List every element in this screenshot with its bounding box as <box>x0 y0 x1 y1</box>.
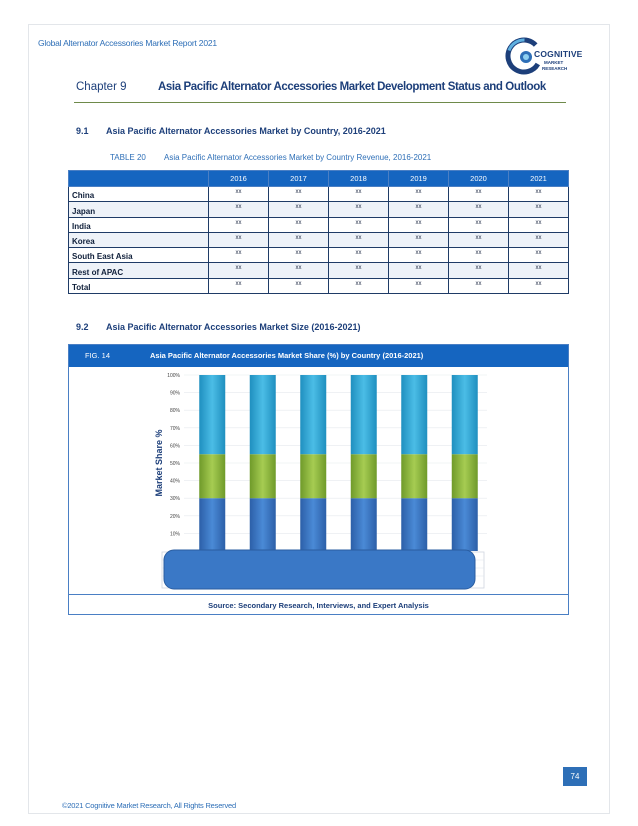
table-cell: xx <box>269 202 329 217</box>
table-cell: xx <box>509 248 569 263</box>
chapter-title: Asia Pacific Alternator Accessories Market Development Status and Outlook <box>158 81 546 93</box>
section-number: 9.1 <box>76 126 89 136</box>
revenue-table <box>68 170 569 294</box>
table-cell: xx <box>329 263 389 278</box>
table-row <box>69 248 569 263</box>
chart-y-tick-label: 100% <box>167 373 180 379</box>
table-header-cell: 2018 <box>329 171 389 187</box>
table-cell: xx <box>269 263 329 278</box>
table-cell: xx <box>329 278 389 293</box>
chart-bar-segment <box>300 375 326 454</box>
table-cell: xx <box>389 263 449 278</box>
market-share-chart <box>72 367 492 593</box>
table-cell: xx <box>389 217 449 232</box>
table-cell: xx <box>449 187 509 202</box>
table-header-cell: 2016 <box>209 171 269 187</box>
chart-bar-segment <box>199 454 225 498</box>
table-cell: xx <box>449 248 509 263</box>
table-cell: xx <box>389 187 449 202</box>
table-cell: xx <box>209 278 269 293</box>
table-caption-label: TABLE 20 <box>110 153 146 162</box>
chart-y-tick-label: 60% <box>169 443 180 450</box>
table-cell: xx <box>449 263 509 278</box>
figure-header <box>69 345 568 367</box>
table-cell: xx <box>329 187 389 202</box>
table-cell: xx <box>269 248 329 263</box>
table-row-country: Total <box>69 278 209 293</box>
table-cell: xx <box>509 217 569 232</box>
table-cell: xx <box>329 217 389 232</box>
chapter-heading <box>76 81 566 101</box>
chart-bar-segment <box>351 375 377 454</box>
table-cell: xx <box>209 202 269 217</box>
chart-y-tick-label: 30% <box>169 496 180 503</box>
chart-y-tick-label: 20% <box>169 513 180 520</box>
chart-bar-segment <box>351 454 377 498</box>
table-row-country: Japan <box>69 202 209 217</box>
table-cell: xx <box>209 232 269 247</box>
chart-bar-segment <box>250 498 276 551</box>
section-title: Asia Pacific Alternator Accessories Market Size (2016-2021) <box>106 322 361 332</box>
figure-label: FIG. 14 <box>85 351 111 360</box>
table-cell: xx <box>209 248 269 263</box>
chart-bar-segment <box>401 454 427 498</box>
table-row-country: Korea <box>69 232 209 247</box>
table-row <box>69 278 569 293</box>
table-cell: xx <box>269 187 329 202</box>
table-row-country: Rest of APAC <box>69 263 209 278</box>
table-cell: xx <box>329 202 389 217</box>
table-header-blank <box>69 171 209 187</box>
chart-y-tick-label: 80% <box>169 408 180 415</box>
chapter-number: Chapter 9 <box>76 81 127 93</box>
table-cell: xx <box>509 187 569 202</box>
chart-bar-segment <box>300 498 326 551</box>
chart-y-tick-label: 90% <box>169 390 180 397</box>
chart-bar-segment <box>452 454 478 498</box>
company-logo <box>504 36 583 76</box>
table-cell: xx <box>449 232 509 247</box>
chart-y-tick-label: 70% <box>169 425 180 432</box>
chart-bar-segment <box>199 375 225 454</box>
chart-bar-segment <box>452 498 478 551</box>
chart-bar-segment <box>250 454 276 498</box>
footer-copyright: ©2021 Cognitive Market Research, All Rights Reserved <box>62 801 236 810</box>
page-number: 74 <box>563 767 587 786</box>
table-cell: xx <box>269 217 329 232</box>
table-row <box>69 187 569 202</box>
table-cell: xx <box>449 202 509 217</box>
logo-subtitle-2: RESEARCH <box>542 66 568 71</box>
table-header-cell: 2017 <box>269 171 329 187</box>
chart-bar-segment <box>452 375 478 454</box>
chart-bar-segment <box>300 454 326 498</box>
chart-y-tick-label: 40% <box>169 478 180 485</box>
table-cell: xx <box>509 232 569 247</box>
table-header-cell: 2021 <box>509 171 569 187</box>
logo-subtitle-1: MARKET <box>544 60 564 65</box>
chart-y-tick-label: 10% <box>169 531 180 538</box>
table-row <box>69 232 569 247</box>
table-cell: xx <box>269 232 329 247</box>
table-cell: xx <box>209 187 269 202</box>
table-cell: xx <box>389 232 449 247</box>
figure-source: Source: Secondary Research, Interviews, and Expert Analysis <box>208 601 429 610</box>
table-cell: xx <box>509 278 569 293</box>
section-title: Asia Pacific Alternator Accessories Market by Country, 2016-2021 <box>106 126 386 136</box>
chapter-divider <box>74 102 566 103</box>
table-cell: xx <box>509 263 569 278</box>
table-cell: xx <box>329 232 389 247</box>
chart-y-axis-label: Market Share % <box>154 429 164 497</box>
table-row <box>69 202 569 217</box>
table-cell: xx <box>509 202 569 217</box>
table-row-country: India <box>69 217 209 232</box>
table-cell: xx <box>269 278 329 293</box>
chart-bar-segment <box>351 498 377 551</box>
chart-bar-segment <box>401 498 427 551</box>
table-cell: xx <box>449 217 509 232</box>
chart-bar-segment <box>250 375 276 454</box>
table-row <box>69 217 569 232</box>
table-cell: xx <box>389 248 449 263</box>
table-cell: xx <box>329 248 389 263</box>
chart-y-tick-label: 50% <box>169 461 180 467</box>
figure-source-divider <box>69 594 568 595</box>
table-cell: xx <box>389 202 449 217</box>
chart-bar-segment <box>199 498 225 551</box>
logo-wordmark: COGNITIVE <box>534 49 583 59</box>
table-row-country: China <box>69 187 209 202</box>
figure-title: Asia Pacific Alternator Accessories Market Share (%) by Country (2016-2021) <box>150 351 424 360</box>
table-cell: xx <box>449 278 509 293</box>
table-cell: xx <box>389 278 449 293</box>
chart-legend-area <box>162 550 484 589</box>
table-header-cell: 2020 <box>449 171 509 187</box>
table-cell: xx <box>209 263 269 278</box>
report-header: Global Alternator Accessories Market Report 2021 <box>38 38 217 48</box>
section-number: 9.2 <box>76 322 89 332</box>
table-header-row <box>69 171 569 187</box>
table-cell: xx <box>209 217 269 232</box>
table-caption-text: Asia Pacific Alternator Accessories Market by Country Revenue, 2016-2021 <box>164 153 432 162</box>
chart-bar-segment <box>401 375 427 454</box>
table-row-country: South East Asia <box>69 248 209 263</box>
table-row <box>69 263 569 278</box>
table-header-cell: 2019 <box>389 171 449 187</box>
